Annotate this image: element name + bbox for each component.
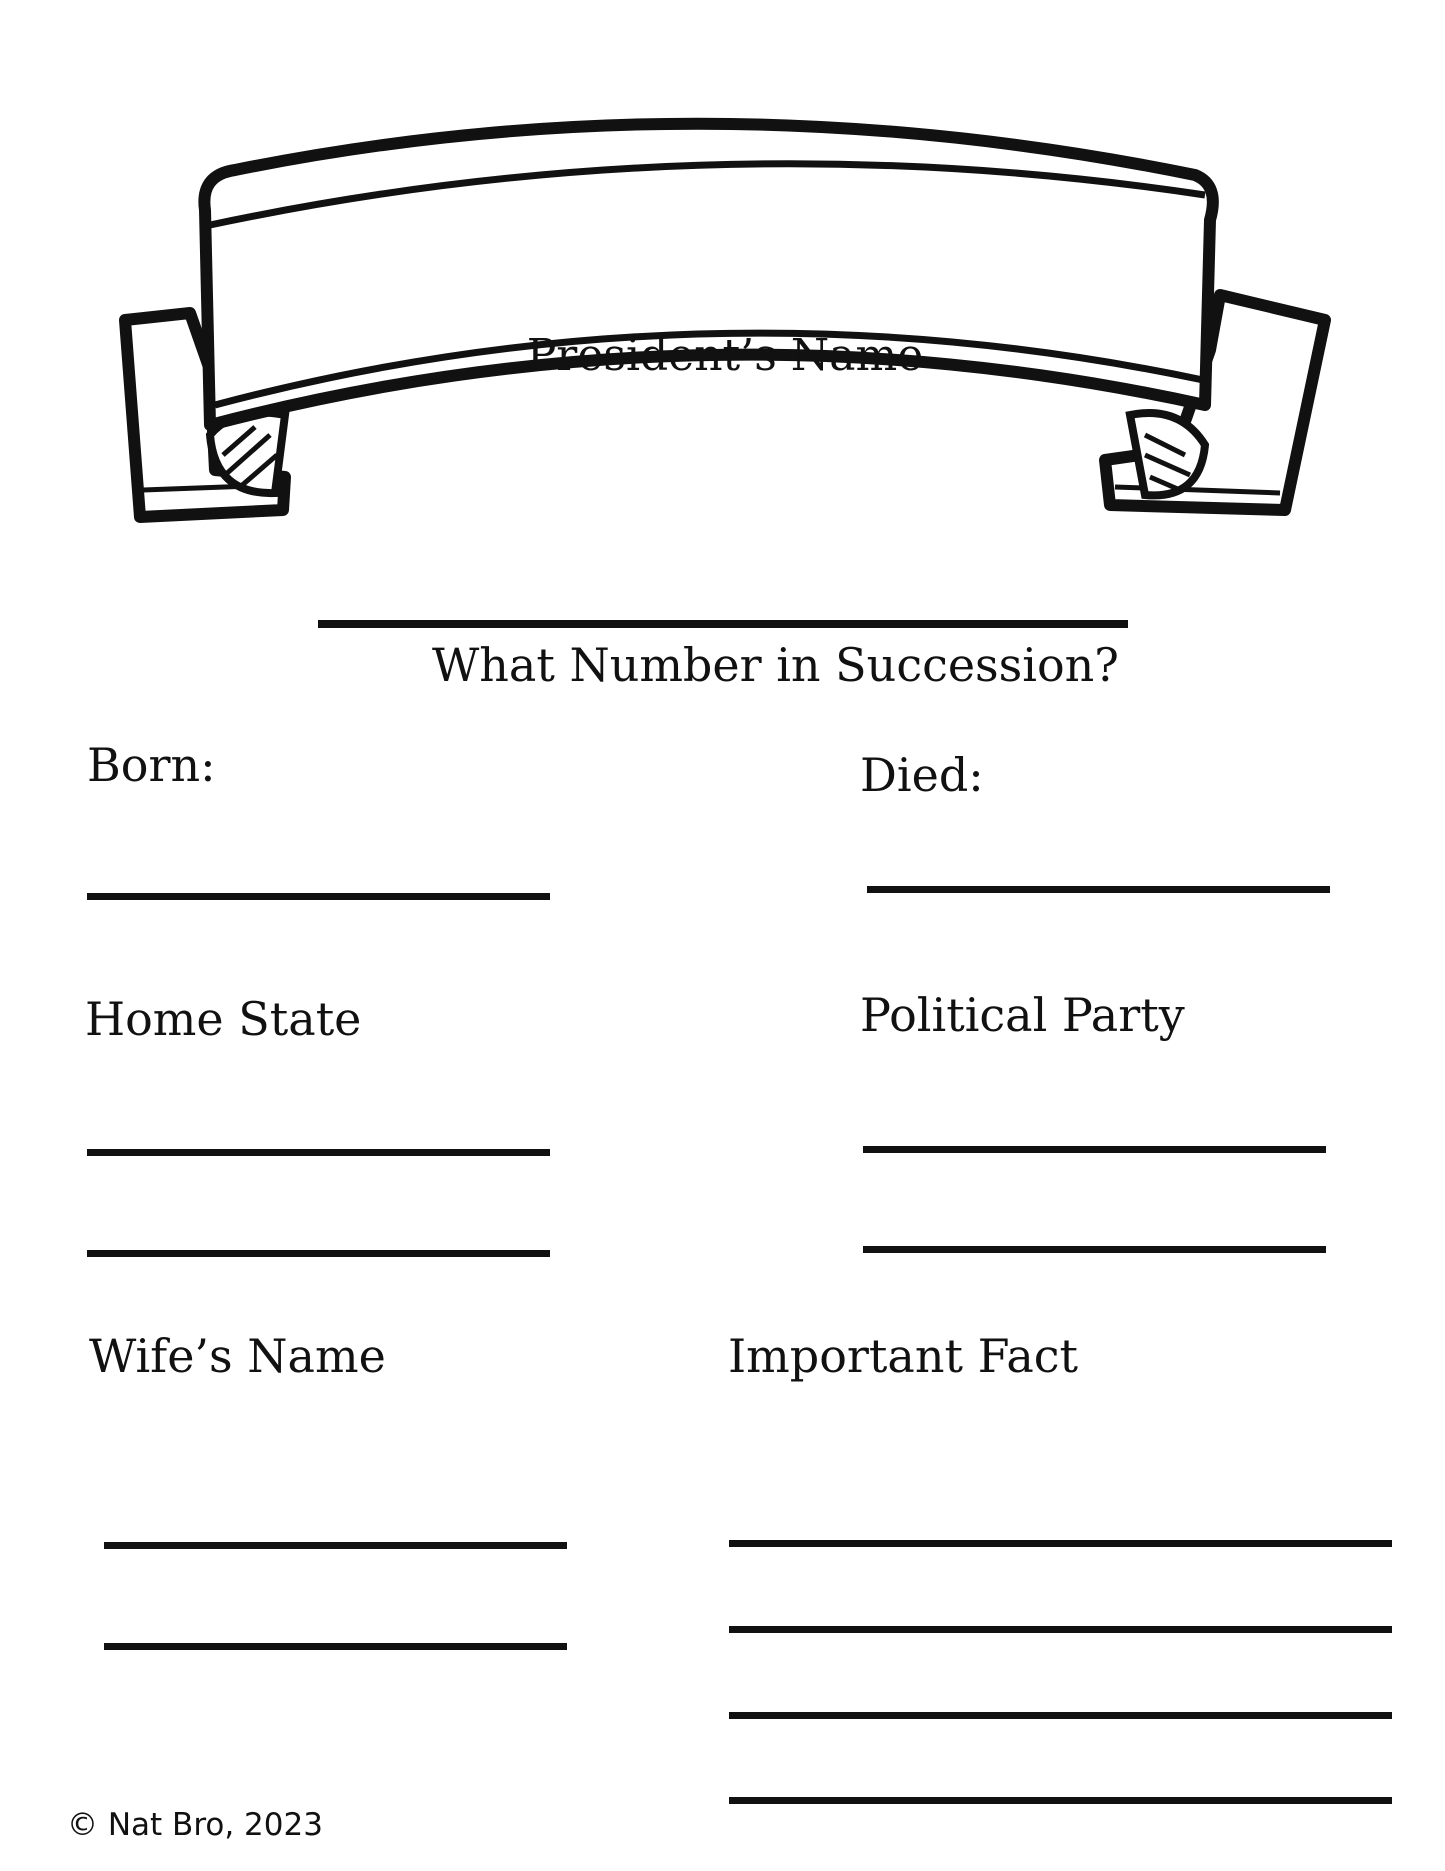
died-answer-line[interactable] [867, 886, 1330, 893]
wifes-name-answer-line-1[interactable] [104, 1542, 567, 1549]
political-party-answer-line-2[interactable] [863, 1246, 1326, 1253]
born-label: Born: [87, 738, 216, 792]
presidents-name-label: President’s Name [526, 330, 924, 381]
born-answer-line[interactable] [87, 893, 550, 900]
copyright-text: © Nat Bro, 2023 [67, 1807, 323, 1843]
important-fact-answer-line-2[interactable] [729, 1626, 1392, 1633]
important-fact-answer-line-1[interactable] [729, 1540, 1392, 1547]
ribbon-right-curl [1130, 413, 1205, 495]
home-state-label: Home State [85, 992, 362, 1046]
home-state-answer-line-1[interactable] [87, 1149, 550, 1156]
political-party-label: Political Party [860, 988, 1185, 1042]
home-state-answer-line-2[interactable] [87, 1250, 550, 1257]
political-party-answer-line-1[interactable] [863, 1146, 1326, 1153]
succession-answer-line[interactable] [318, 620, 1128, 628]
important-fact-answer-line-3[interactable] [729, 1712, 1392, 1719]
important-fact-answer-line-4[interactable] [729, 1797, 1392, 1804]
important-fact-label: Important Fact [728, 1329, 1079, 1383]
ribbon-banner [115, 115, 1335, 525]
wifes-name-answer-line-2[interactable] [104, 1643, 567, 1650]
wifes-name-label: Wife’s Name [89, 1329, 386, 1383]
succession-label: What Number in Succession? [432, 638, 1119, 692]
died-label: Died: [860, 748, 984, 802]
